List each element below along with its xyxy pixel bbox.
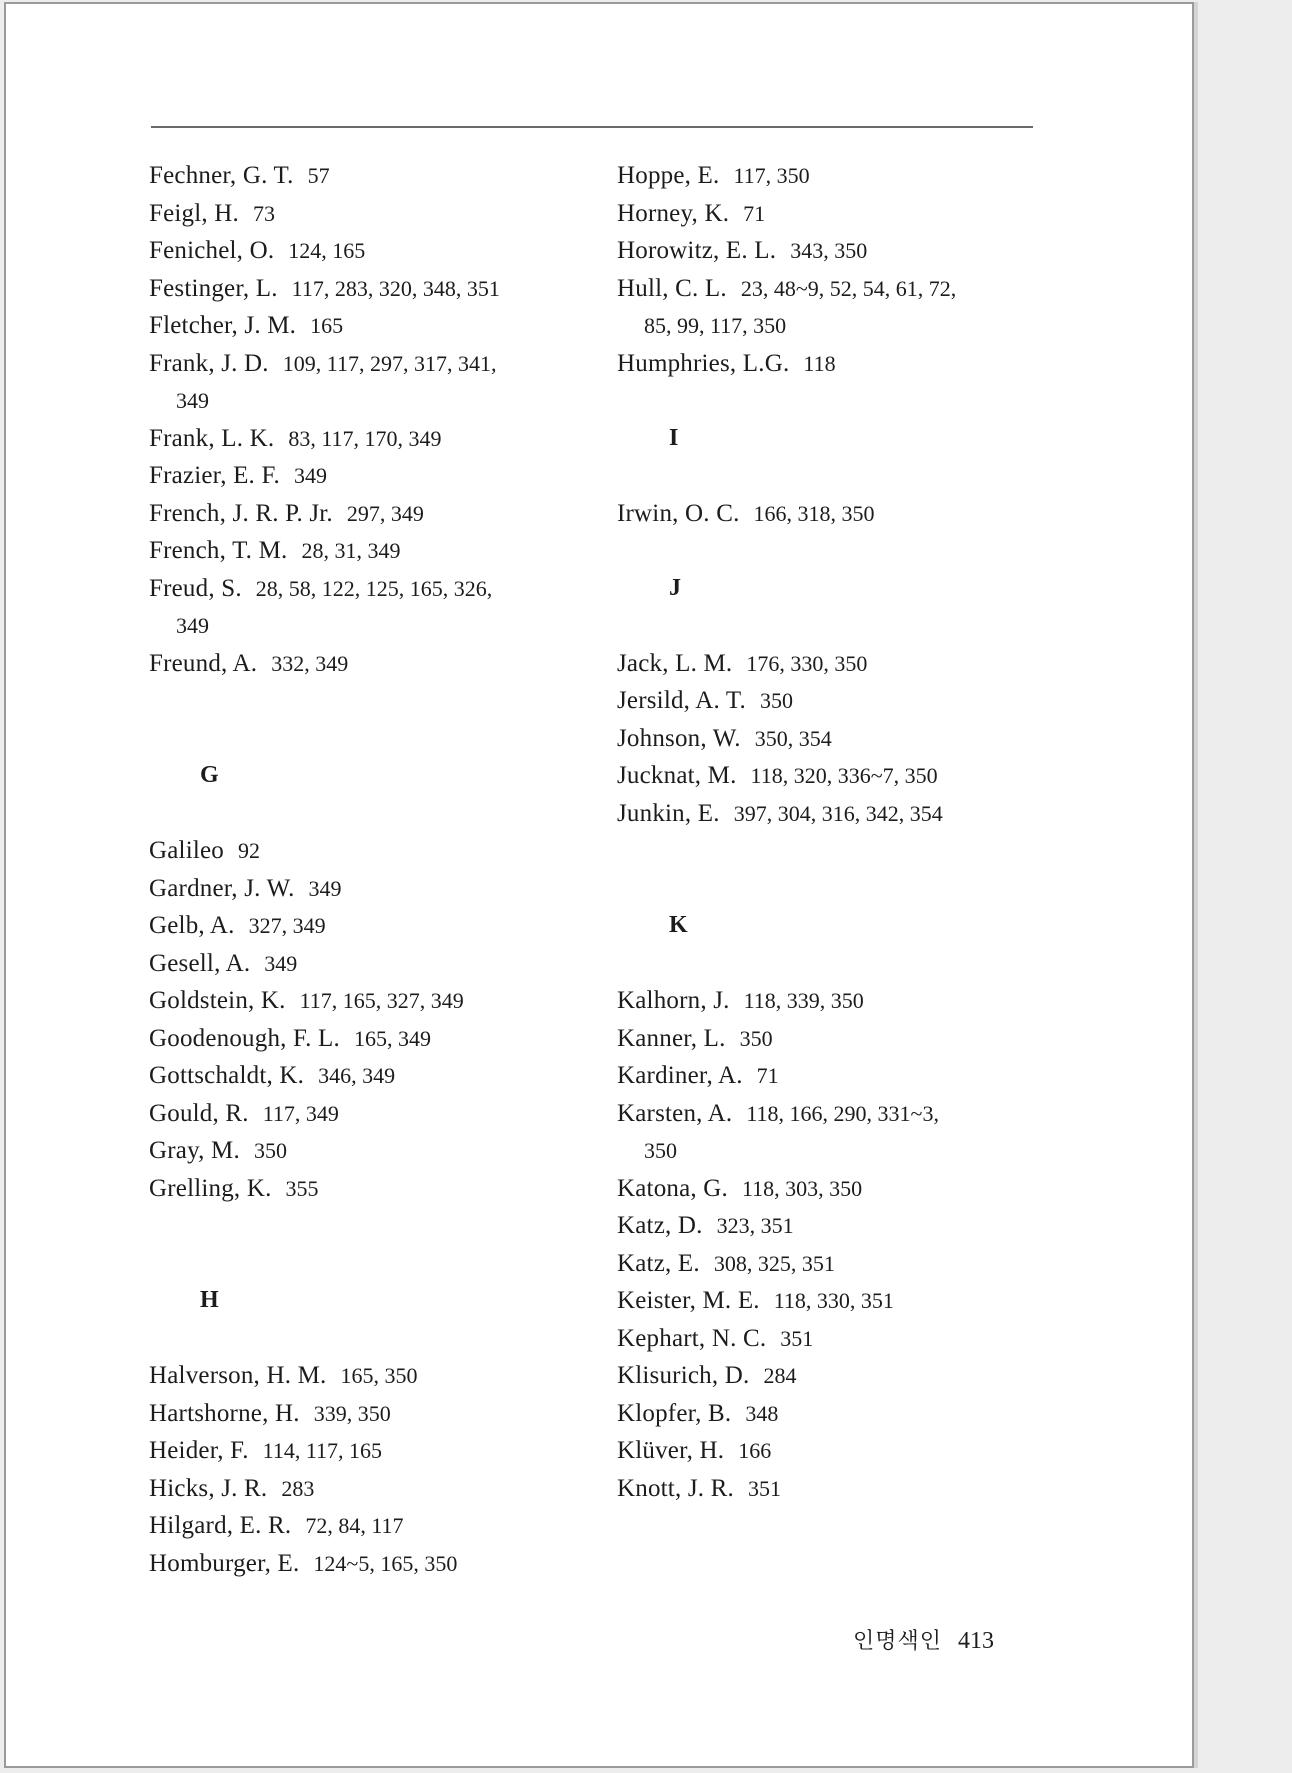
entry-name: Halverson, H. M. [149,1362,327,1389]
index-entry [149,1020,579,1058]
entry-pages: 166, 318, 350 [753,500,875,526]
entry-pages: 71 [756,1063,779,1088]
index-entry [617,270,1067,308]
letter-heading-j: J [669,574,681,601]
entry-name: Fletcher, J. M. [149,312,297,339]
entry-pages: 284 [763,1363,797,1388]
group-g [149,832,579,1207]
index-entry [149,270,579,308]
group-f [149,157,579,682]
entry-name: Katz, E. [617,1249,700,1277]
entry-name: Horney, K. [617,199,730,227]
index-entry [617,1320,1067,1358]
index-entry [617,1432,1067,1470]
entry-pages: 349 [308,875,342,901]
index-entry [149,345,579,383]
entry-name: Fenichel, O. [149,237,275,264]
entry-name: Frank, L. K. [149,424,275,452]
index-entry [617,1357,1067,1395]
entry-name: Hicks, J. R. [149,1474,268,1502]
page-number: 413 [958,1628,995,1654]
letter-heading-g: G [200,762,219,788]
index-entry [617,1282,1067,1320]
entry-name: Humphries, L.G. [617,349,790,377]
index-entry [617,1020,1067,1058]
entry-name: Frazier, E. F. [149,462,281,489]
entry-pages: 83, 117, 170, 349 [288,425,442,451]
entry-name: French, J. R. P. Jr. [149,499,333,527]
entry-pages: 346, 349 [318,1063,396,1088]
entry-name: Grelling, K. [149,1174,272,1202]
index-entry [149,945,579,983]
index-entry [617,232,1067,270]
entry-pages: 117, 349 [262,1100,339,1126]
entry-name: Frank, J. D. [149,349,269,377]
group-i [617,495,1067,533]
entry-pages: 350 [739,1025,773,1051]
entry-name: Heider, F. [149,1437,249,1464]
entry-pages: 350 [253,1138,287,1163]
entry-name: Hilgard, E. R. [149,1512,292,1539]
entry-pages: 118, 166, 290, 331~3, [746,1100,939,1126]
entry-name: Jucknat, M. [617,762,737,789]
index-entry [149,1357,579,1395]
entry-pages: 343, 350 [790,238,868,263]
entry-pages: 118, 330, 351 [773,1288,894,1313]
entry-name: Katona, G. [617,1174,728,1202]
entry-pages: 165 [310,313,344,338]
index-entry [149,420,579,458]
entry-name: Jack, L. M. [617,649,733,677]
entry-name: Fechner, G. T. [149,162,294,189]
index-entry [149,1095,579,1133]
entry-pages: 28, 58, 122, 125, 165, 326, [255,575,493,601]
entry-pages: 348 [745,1400,779,1426]
index-entry [617,1470,1067,1508]
entry-pages: 117, 283, 320, 348, 351 [291,275,500,301]
entry-pages: 176, 330, 350 [746,650,868,676]
index-entry [617,1170,1067,1208]
index-entry [617,157,1067,195]
entry-name: Gray, M. [149,1137,240,1164]
entry-name: Keister, M. E. [617,1287,760,1314]
entry-name: Feigl, H. [149,199,239,227]
index-entry [617,1207,1067,1245]
entry-pages: 57 [307,163,330,188]
index-entry [149,1507,579,1545]
letter-heading-h: H [200,1287,219,1313]
index-entry [617,757,1067,795]
index-entry [149,1132,579,1170]
entry-pages: 117, 165, 327, 349 [299,988,464,1013]
entry-name: Festinger, L. [149,274,278,302]
index-entry [617,795,1067,833]
index-entry [149,645,579,683]
entry-name: Gottschaldt, K. [149,1062,305,1089]
entry-name: Hoppe, E. [617,162,720,189]
entry-pages: 117, 350 [733,163,810,188]
index-entry [617,982,1067,1020]
entry-pages: 118, 303, 350 [742,1175,863,1201]
index-entry [149,195,579,233]
entry-pages: 351 [748,1475,781,1501]
index-entry [617,1057,1067,1095]
entry-pages: 118 [803,350,836,376]
entry-pages: 165, 350 [340,1363,418,1388]
entry-pages: 166 [738,1438,772,1463]
entry-pages-continued: 349 [176,388,209,413]
header-rule [151,126,1033,128]
entry-pages-continued: 349 [176,613,209,638]
entry-name: Gelb, A. [149,912,235,939]
index-entry [149,832,579,870]
index-entry [149,1057,579,1095]
entry-name: French, T. M. [149,537,288,564]
entry-pages: 339, 350 [313,1400,391,1426]
entry-pages: 92 [237,838,260,863]
entry-name: Hartshorne, H. [149,1399,300,1427]
entry-name: Horowitz, E. L. [617,237,777,264]
index-entry [149,1470,579,1508]
entry-pages: 165, 349 [353,1025,431,1051]
entry-pages: 397, 304, 316, 342, 354 [733,800,943,826]
index-entry [617,345,1067,383]
entry-pages: 72, 84, 117 [305,1513,404,1538]
entry-pages: 118, 320, 336~7, 350 [750,763,938,788]
entry-name: Junkin, E. [617,799,720,827]
letter-heading-k: K [669,912,688,938]
right-column [617,157,1067,1507]
group-k [617,982,1067,1507]
page-footer [853,1624,994,1655]
index-entry [149,495,579,533]
entry-pages: 71 [743,200,766,226]
index-entry [149,457,579,495]
entry-name: Irwin, O. C. [617,499,740,527]
entry-name: Gesell, A. [149,949,251,977]
index-entry [149,1432,579,1470]
entry-pages: 308, 325, 351 [713,1250,835,1276]
entry-pages: 355 [285,1175,319,1201]
index-entry [617,195,1067,233]
index-entry [149,307,579,345]
entry-pages: 297, 349 [346,500,424,526]
entry-pages: 349 [294,463,328,488]
entry-name: Johnson, W. [617,724,741,752]
entry-pages: 124, 165 [288,238,366,263]
entry-pages: 73 [253,200,275,226]
entry-name: Knott, J. R. [617,1474,734,1502]
index-entry [149,157,579,195]
index-entry [149,1170,579,1208]
section-label: 인명색인 [853,1629,943,1654]
entry-name: Gardner, J. W. [149,874,295,902]
entry-name: Goodenough, F. L. [149,1024,340,1052]
index-entry [149,1545,579,1583]
entry-name: Kanner, L. [617,1024,726,1052]
entry-name: Freud, S. [149,574,242,602]
entry-name: Jersild, A. T. [617,687,746,714]
entry-pages: 327, 349 [248,913,326,938]
entry-name: Klopfer, B. [617,1399,732,1427]
index-entry [617,682,1067,720]
group-h-right [617,157,1067,382]
entry-name: Katz, D. [617,1212,703,1239]
index-entry [149,870,579,908]
left-column [149,157,579,1582]
entry-name: Karsten, A. [617,1099,733,1127]
entry-name: Kephart, N. C. [617,1324,767,1352]
entry-name: Freund, A. [149,649,258,677]
entry-pages: 124~5, 165, 350 [313,1550,458,1576]
entry-name: Hull, C. L. [617,274,727,302]
entry-name: Gould, R. [149,1099,249,1127]
group-j [617,645,1067,833]
group-h-left [149,1357,579,1582]
entry-pages: 350 [759,688,793,713]
index-entry [617,1095,1067,1133]
index-entry [149,1395,579,1433]
entry-name: Galileo [149,837,224,864]
index-entry [617,1245,1067,1283]
entry-pages-continued: 350 [644,1138,677,1163]
entry-name: Klüver, H. [617,1437,725,1464]
entry-name: Kalhorn, J. [617,987,730,1014]
index-page [4,2,1194,1768]
index-entry [149,907,579,945]
entry-pages: 351 [780,1325,814,1351]
entry-pages: 114, 117, 165 [262,1438,383,1463]
entry-pages: 349 [264,950,298,976]
entry-pages: 350, 354 [754,725,832,751]
entry-pages-continued: 85, 99, 117, 350 [644,313,787,338]
index-entry [149,232,579,270]
entry-pages: 332, 349 [271,650,349,676]
index-entry [617,720,1067,758]
index-entry [617,1395,1067,1433]
index-entry [149,982,579,1020]
entry-pages: 28, 31, 349 [301,538,401,563]
index-entry [149,570,579,608]
entry-name: Homburger, E. [149,1549,300,1577]
entry-name: Klisurich, D. [617,1362,750,1389]
index-entry [149,532,579,570]
entry-pages: 109, 117, 297, 317, 341, [282,350,497,376]
entry-pages: 283 [281,1475,315,1501]
entry-pages: 118, 339, 350 [743,988,864,1013]
index-entry [617,645,1067,683]
letter-heading-i: I [669,424,679,451]
entry-name: Goldstein, K. [149,987,286,1014]
entry-pages: 323, 351 [716,1213,794,1238]
index-entry [617,495,1067,533]
entry-name: Kardiner, A. [617,1062,743,1089]
entry-pages: 23, 48~9, 52, 54, 61, 72, [740,275,957,301]
